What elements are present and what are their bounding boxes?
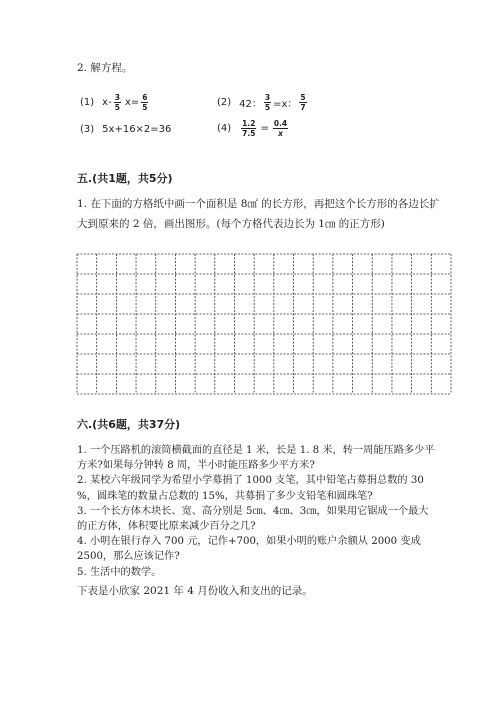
equation-1-fraction-2: $\frac{6}{5}$ [142, 93, 148, 112]
equation-3-text: 5x+16×2=36 [102, 124, 172, 135]
equation-4-mid: = [260, 123, 269, 134]
question-line: 2. 某校六年级同学为希望小学募捐了 1000 支笔，其中铅笔占募捐总数的 30 [77, 475, 424, 487]
question-line: 方米?如果每分钟转 8 周，半小时能压路多少平方米? [77, 460, 315, 472]
question-line: 5. 生活中的数学。 [77, 566, 162, 578]
section-5-line-1: 1. 在下面的方格纸中画一个面积是 8㎠ 的长方形，再把这个长方形的各边长扩 [77, 198, 440, 210]
equation-2-fraction-2: $\frac{5}{7}$ [300, 93, 306, 112]
equation-4-fraction-1: $\frac{1.2}{7.5}$ [242, 119, 256, 138]
equation-1-label: (1) [80, 97, 95, 108]
equation-1 [80, 93, 150, 112]
question-line: 的正方体，体积要比原来减少百分之几? [77, 521, 256, 533]
section-5-heading: 五.(共1题，共5分) [77, 172, 173, 185]
section-6-questions [77, 443, 457, 580]
question-line: 4. 小明在银行存入 700 元，记作+700，如果小明的账户余额从 2000 变成 [77, 536, 421, 548]
question-line: 1. 一个压路机的滚筒横截面的直径是 1 米，长是 1. 8 米，转一周能压路多少平 [77, 445, 435, 456]
equation-4 [217, 119, 290, 138]
question-line: 2500，那么应该记作? [77, 551, 180, 563]
question-line: 3. 一个长方体木块长、宽、高分别是 5㎝、4㎝、3㎝，如果用它锯成一个最大 [77, 505, 429, 517]
equation-2-pre: 42： [239, 99, 262, 110]
question-line: %，圆珠笔的数量占总数的 15%，共募捐了多少支铅笔和圆珠笔? [77, 490, 373, 502]
square-grid-paper[interactable] [76, 253, 452, 395]
equation-4-label: (4) [217, 123, 232, 134]
section-5-line-2: 大到原来的 2 倍，画出图形。(每个方格代表边长为 1㎝ 的正方形) [77, 218, 385, 230]
equation-1-fraction-1: $\frac{3}{5}$ [114, 93, 120, 112]
equation-3-label: (3) [80, 124, 95, 135]
equation-2-label: (2) [217, 97, 232, 108]
equation-2 [217, 93, 309, 112]
equation-2-fraction-1: $\frac{3}{5}$ [264, 93, 271, 112]
question-2-title: 2. 解方程。 [77, 62, 133, 74]
section-6-heading: 六.(共6题，共37分) [77, 418, 181, 431]
equation-4-fraction-2: $\frac{0.4}{x}$ [273, 119, 288, 138]
equation-2-mid: =x： [273, 99, 298, 110]
equation-3 [80, 124, 171, 135]
equation-1-mid: x= [124, 97, 140, 108]
section-6-footer: 下表是小欣家 2021 年 4 月份收入和支出的记录。 [77, 585, 313, 597]
equation-1-pre: x- [102, 97, 112, 108]
